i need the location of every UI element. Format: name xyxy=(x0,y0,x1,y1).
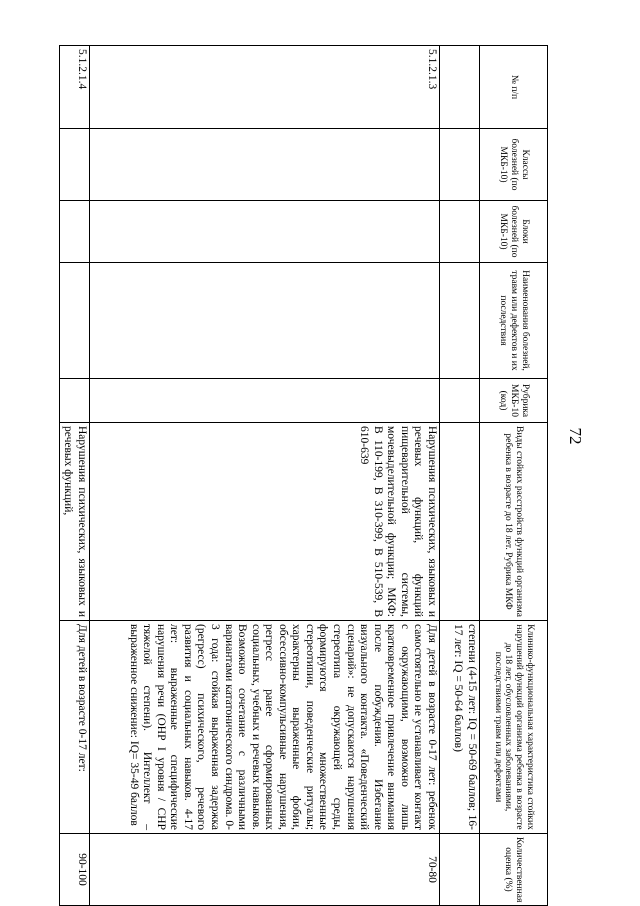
header-names: Наименования болезней, травм или дефектов и их последствия xyxy=(480,263,548,379)
header-rubric: Рубрика МКБ-10 (код) xyxy=(480,379,548,423)
header-clinical: Клинико-функциональная характеристика стойких нарушений функций организма ребенка в возрасте до 18 лет, обусловленных заболеваниями, последствиями травм или дефектами xyxy=(480,621,548,834)
row-clinical: Для детей в возрасте 0-17 лет: ребенок самостоятельно не устанавливает контакт с окружающими, возможно лишь кратковременное привлечение внимания после побуждения. Избегание визуального контакта. «Поведенческий сценарий»: не допускаются нарушения стереотипа окружающей среды, формируются множественные стереотипии, поведенческие ритуалы; характерны выраженные фобии, обсессивно-компульсивные нарушения, регресс ранее сформированных социальных, учебных и речевых навыков. Возможно сочетание с различными вариантами кататонического синдрома. 0-3 года: стойкая выраженная задержка (регресс) психического, речевого развития и социальных навыков. 4-17 лет: выраженные специфические нарушения речи (ОНР I уровня / СНР тяжелой степени). Интеллект – выраженное снижение: IQ= 35-49 баллов xyxy=(90,621,440,834)
row-number: 5.1.2.1.3 xyxy=(90,46,440,129)
row-score: 70-80 xyxy=(90,834,440,906)
continuation-row xyxy=(440,46,480,906)
criteria-table xyxy=(59,45,548,906)
header-num: № п/п xyxy=(480,46,548,129)
continuation-clinical: степени (4-15 лет: IQ = 50-69 баллов; 16-17 лет: IQ = 50-64 баллов) xyxy=(440,621,480,834)
table-header-row xyxy=(480,46,548,906)
header-blocks: Блоки болезней (по МКБ-10) xyxy=(480,201,548,263)
header-types: Виды стойких расстройств функций организма ребенка в возрасте до 18 лет. Рубрика МКФ xyxy=(480,423,548,621)
rotated-table-sheet xyxy=(30,45,548,905)
row-clinical: Для детей в возрасте 0-17 лет: xyxy=(59,621,89,834)
header-score: Количественная оценка (%) xyxy=(480,834,548,906)
row-score: 90-100 xyxy=(59,834,89,906)
table-row xyxy=(90,46,440,906)
header-classes: Классы болезней (по МКБ-10) xyxy=(480,129,548,201)
row-types: Нарушения психических, языковых и речевых функций, xyxy=(59,423,89,621)
row-types: Нарушения психических, языковых и речевых функций, функций пищеварительной системы, мочевыделительной функции; МКФ: В 110-199, В 310-399, В 510-539, В 610-639 xyxy=(90,423,440,621)
table-row xyxy=(59,46,89,906)
row-number: 5.1.2.1.4 xyxy=(59,46,89,129)
page-number: 72 xyxy=(566,427,585,445)
